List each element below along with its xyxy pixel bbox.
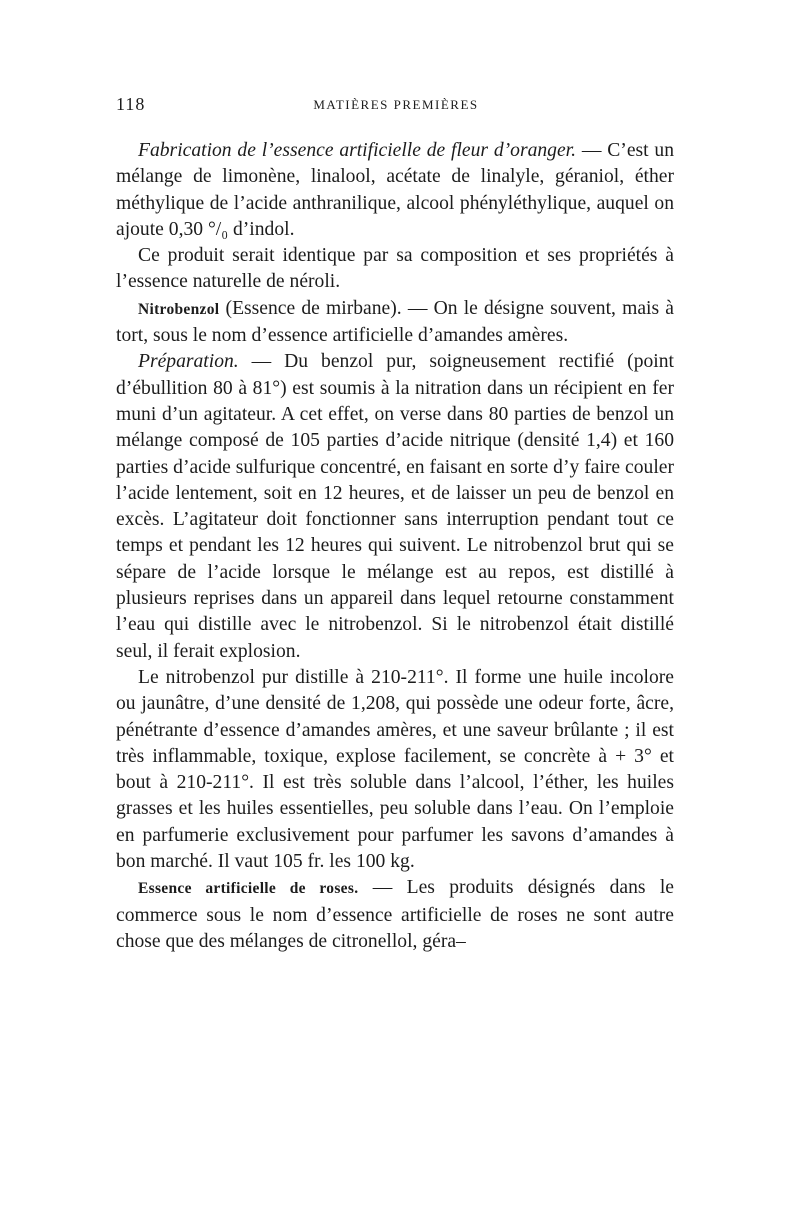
paragraph-rose-essence bbox=[116, 875, 674, 955]
paragraph-text: — Les produits désignés dans le commerce sous le nom d’essence artificielle de roses ne sont autre chose que des mélanges de citronellol, géra– bbox=[116, 877, 674, 952]
section-heading-orange-blossom: Fabrication de l’essence artificielle de fleur d’oranger. bbox=[138, 140, 577, 161]
paragraph-text: — Du benzol pur, soigneusement rectifié (point d’ébullition 80 à 81°) est soumis à la nitration dans un récipient en fer muni d’un agitateur. A cet effet, on verse dans 80 parties de benzol un mélange composé de 105 parties d’acide nitrique (densité 1,4) et 160 parties d’acide sulfurique concentré, en faisant en sorte d’y faire couler l’acide lentement, soit en 12 heures, et de laisser un peu de benzol en excès. L’agitateur doit fonctionner sans interruption pendant tout ce temps et pendant les 12 heures qui suivent. Le nitrobenzol brut qui se sépare de l’acide lorsque le mélange est au repos, est distillé à plusieurs reprises dans un appareil dans lequel retourne constamment l’eau qui distille avec le nitrobenzol. Si le nitrobenzol était distillé seul, il ferait explosion. bbox=[116, 351, 674, 662]
paragraph-pure-nitrobenzol bbox=[116, 665, 674, 875]
page-number: 118 bbox=[116, 94, 146, 114]
paragraph-text: Ce produit serait identique par sa composition et ses propriétés à l’essence naturelle de néroli. bbox=[116, 245, 674, 293]
running-title: MATIÈRES PREMIÈRES bbox=[313, 97, 479, 112]
page-header bbox=[116, 94, 676, 116]
section-heading-nitrobenzol: Nitrobenzol bbox=[138, 300, 220, 318]
page-body bbox=[116, 138, 674, 955]
section-heading-rose-essence: Essence artificielle de roses. bbox=[138, 880, 359, 898]
paragraph-text: Le nitrobenzol pur distille à 210-211°. Il forme une huile incolore ou jaunâtre, d’une densité de 1,208, qui possède une odeur forte, âcre, pénétrante d’essence d’amandes amères, et une saveur brûlante ; il est très inflammable, toxique, explose facilement, se concrète à + 3° et bout à 210-211°. Il est très soluble dans l’alcool, l’éther, les huiles grasses et les huiles essentielles, peu soluble dans l’eau. On l’emploie en parfumerie exclusivement pour parfumer les savons d’amandes à bon marché. Il vaut 105 fr. les 100 kg. bbox=[116, 666, 674, 873]
paragraph-text: (Essence de mirbane). — On le désigne souvent, mais à tort, sous le nom d’essence artificielle d’amandes amères. bbox=[116, 297, 674, 347]
paragraph-text: — C’est un mélange de limonène, linalool, acétate de linalyle, géraniol, éther méthylique de l’acide anthranilique, alcool phényléthylique, auquel on ajoute 0,30 °/₀ d’indol. bbox=[116, 140, 674, 240]
paragraph-neroli bbox=[116, 243, 674, 296]
section-heading-preparation: Préparation. bbox=[138, 351, 239, 373]
paragraph-preparation bbox=[116, 349, 674, 665]
paragraph-nitrobenzol bbox=[116, 296, 674, 350]
paragraph-orange-blossom bbox=[116, 138, 674, 243]
